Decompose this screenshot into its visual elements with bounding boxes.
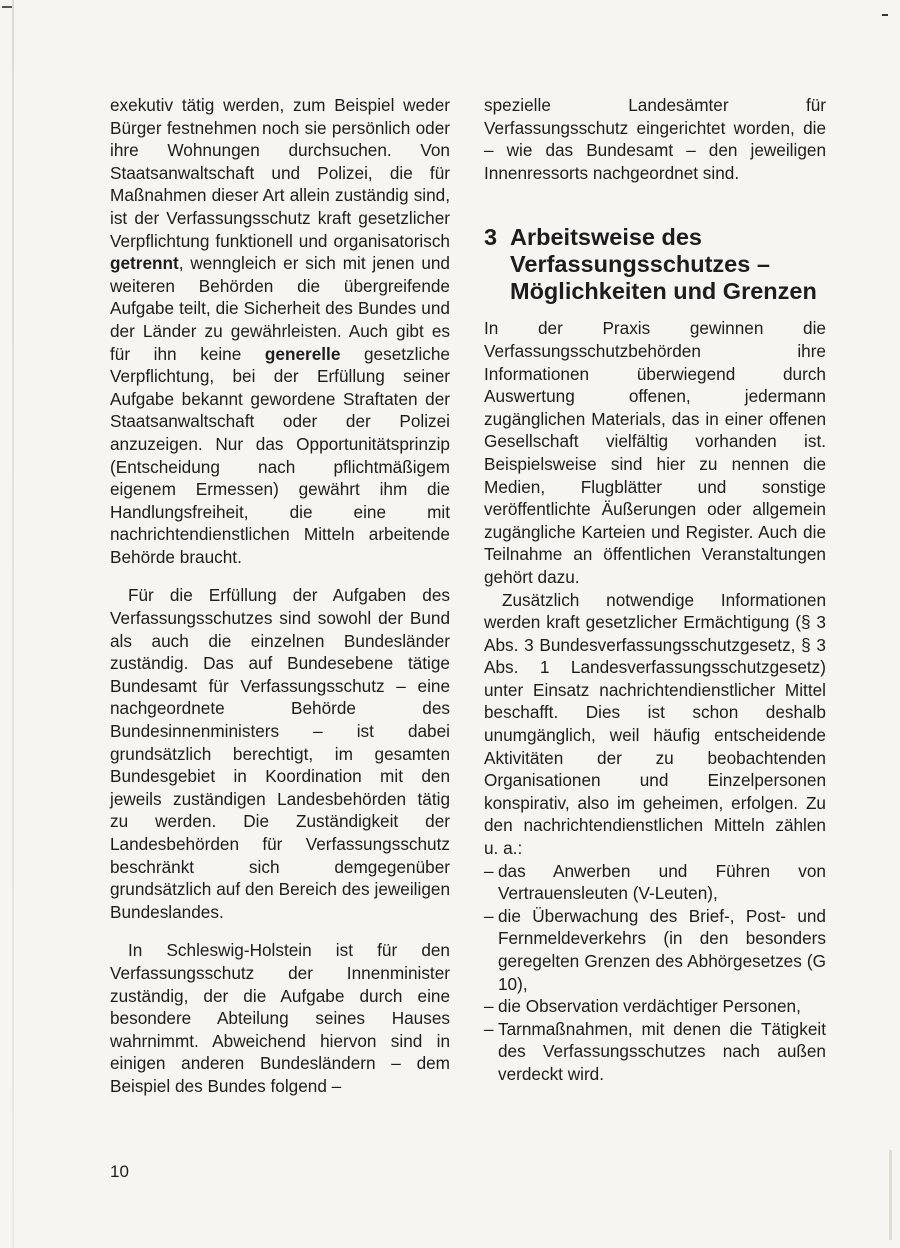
bold-term-getrennt: getrennt <box>110 253 179 274</box>
left-paragraph-2: Für die Erfüllung der Aufgaben des Verfassungsschutzes sind sowohl der Bund als auch die einzelnen Bundesländer zuständig. Das auf Bundesebene tätige Bundesamt für Verfassungsschutz – eine nachgeordnete Behörde des Bundesinnenministers – ist dabei grundsätzlich berechtigt, im gesamten Bundesgebiet in Koordination mit den jeweils zuständigen Landesbehörden tätig zu werden. Die Zuständigkeit der Landesbehörden für Verfassungsschutz beschränkt sich demgegenüber grundsätzlich auf den Bereich des jeweiligen Bundeslandes. <box>110 585 450 922</box>
means-list <box>484 860 826 1086</box>
left-paragraph-1: exekutiv tätig werden, zum Beispiel weder Bürger festnehmen noch sie persönlich oder ihre Wohnungen durchsuchen. Von Staatsanwaltschaft und Polizei, die für Maßnahmen dieser Art allein zuständig sind, ist der Verfassungsschutz kraft gesetzlicher Verpflichtung funktionell und organisatorisch getrennt, wenngleich er sich mit jenen und weiteren Behörden die übergreifende Aufgabe teilt, die Sicherheit des Bundes und der Länder zu gewährleisten. Auch gibt es für ihn keine generelle gesetzliche Verpflichtung, bei der Erfüllung seiner Aufgabe bekannt gewordene Straftaten der Staatsanwaltschaft oder der Polizei anzuzeigen. Nur das Opportunitätsprinzip (Entscheidung nach pflichtmäßigem eigenem Ermessen) gewährt ihm die Handlungsfreiheit, die eine mit nachrichtendienstlichen Mitteln arbeitende Behörde braucht. <box>110 95 450 567</box>
scan-edge-left <box>12 0 14 1248</box>
list-item: – die Observation verdächtiger Personen, <box>484 995 826 1018</box>
scan-edge-right <box>889 1150 892 1240</box>
right-paragraph-2: In der Praxis gewinnen die Verfassungsschutzbehörden ihre Informationen überwiegend durch Auswertung offenen, jedermann zugänglichen Materials, das in einer offenen Gesellschaft vielfältig vorhanden ist. Beispielsweise sind hier zu nennen die Medien, Flugblätter und sonstige veröffentlichte Äußerungen oder allgemein zugängliche Karteien und Register. Auch die Teilnahme an öffentlichen Veranstaltungen gehört dazu. <box>484 318 826 587</box>
list-item: – das Anwerben und Führen von Vertrauensleuten (V-Leuten), <box>484 860 826 905</box>
list-item: – die Überwachung des Brief-, Post- und Fernmeldeverkehrs (in den besonders geregelten Grenzen des Abhörgesetzes (G 10), <box>484 905 826 995</box>
left-paragraph-3: In Schleswig-Holstein ist für den Verfassungsschutz der Innenminister zuständig, der die Aufgabe durch eine besondere Abteilung seines Hauses wahrnimmt. Abweichend hiervon sind in einigen anderen Bundesländern – dem Beispiel des Bundes folgend – <box>110 940 450 1096</box>
section-number: 3 <box>484 224 498 251</box>
right-column <box>484 94 826 1086</box>
scan-corner-mark-right <box>882 14 888 16</box>
right-paragraph-3: Zusätzlich notwendige Informationen werden kraft gesetzlicher Ermächtigung (§ 3 Abs. 3 Bundesverfassungsschutzgesetz, § 3 Abs. 1 Landesverfassungsschutzgesetz) unter Einsatz nachrichtendienstlicher Mittel beschafft. Dies ist schon deshalb unumgänglich, weil häufig entscheidende Aktivitäten der zu beobachtenden Organisationen und Einzelpersonen konspirativ, also im geheimen, erfolgen. Zu den nachrichtendienstlichen Mitteln zählen u. a.: <box>484 589 826 859</box>
list-item: – Tarnmaßnahmen, mit denen die Tätigkeit des Verfassungsschutzes nach außen verdeckt wird. <box>484 1018 826 1086</box>
right-paragraph-1: spezielle Landesämter für Verfassungsschutz eingerichtet worden, die – wie das Bundesamt – den jeweiligen Innenressorts nachgeordnet sind. <box>484 95 826 183</box>
page-number: 10 <box>110 1162 129 1181</box>
bold-term-generelle: generelle <box>264 343 341 364</box>
left-column <box>110 94 450 1098</box>
section-heading <box>484 224 826 305</box>
section-title: Arbeitsweise des Verfassungsschutzes – Möglichkeiten und Grenzen <box>510 224 817 305</box>
